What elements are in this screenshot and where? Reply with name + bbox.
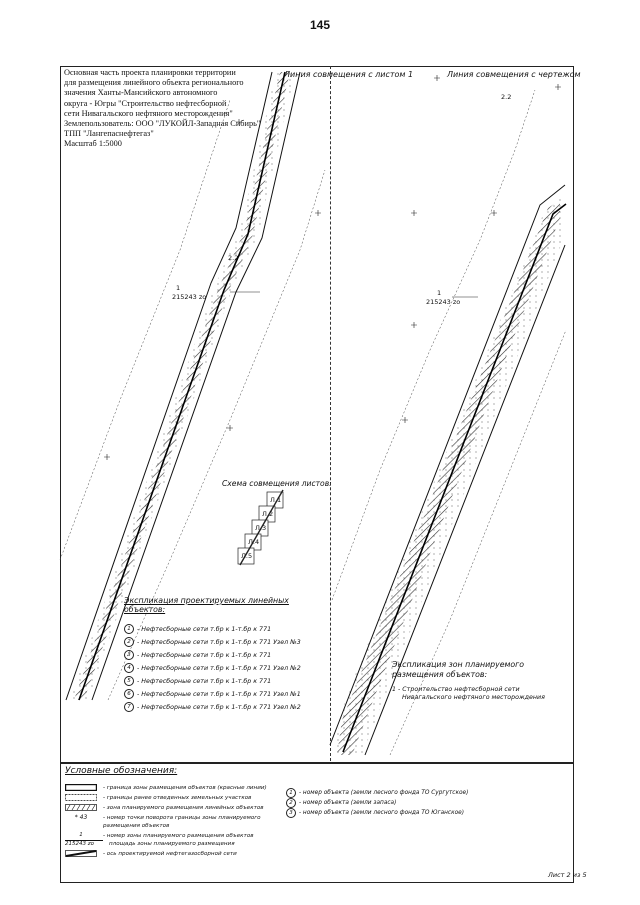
legend-object-3: 3 - номер объекта (земли лесного фонда ТО Юганское) xyxy=(286,808,464,818)
label-zone-num-left: 1 xyxy=(176,284,181,292)
legend-object-2: 2 - номер объекта (земли запаса) xyxy=(286,798,396,808)
sheet-label: Лист 2 из 5 xyxy=(548,871,587,879)
legend-item-turn-point: * 43 - номер точки поворота границы зоны планируемого xyxy=(74,814,261,821)
legend-object-1: 1 - номер объекта (земли лесного фонда ТО Сургутское) xyxy=(286,788,468,798)
scheme-sheet-5: Л.5 xyxy=(241,552,253,560)
label-area-left: 215243 zo xyxy=(172,293,207,301)
match-line-left: Линия совмещения с листом 1 xyxy=(284,70,414,79)
legend-item-planned-zone: - зона планируемого размещения линейных объектов xyxy=(65,804,264,811)
scheme-sheet-1: Л.1 xyxy=(270,496,282,504)
label-area-right: 215243 zo xyxy=(426,298,461,306)
legend-header: Условные обозначения: xyxy=(65,766,178,776)
label-zone-num-right: 1 xyxy=(437,289,442,297)
title-block: Основная часть проекта планировки территории для размещения линейного объекта регионального значения Ханты-Мансийского автономного округа - Югры "Строительство нефтесборной сети Нивагальского нефтяного месторождения" Землепользователь: ООО "ЛУКОЙЛ-Западная Сибирь" ТПП "Лангепаснефтегаз" Масштаб 1:5000 xyxy=(64,68,261,149)
legend xyxy=(60,763,574,883)
page-number: 145 xyxy=(309,18,331,32)
explication-item: 2 - Нефтесборные сети т.бр к 1-т.бр к 771 Узел №3 xyxy=(124,636,324,649)
scheme-sheet-3: Л.3 xyxy=(255,524,267,532)
scheme-title: Схема совмещения листов: xyxy=(222,479,332,488)
scheme-sheet-4: Л.4 xyxy=(248,538,260,546)
legend-item-pipeline-axis: - ось проектируемой нефтегазосборной сети xyxy=(65,850,237,857)
red-lines-symbol xyxy=(65,784,97,791)
planned-zone-symbol xyxy=(65,804,97,811)
explication-zone-item: Нивагальского нефтяного месторождения xyxy=(402,694,545,701)
legend-item-red-lines: - граница зоны размещения объектов (красные линии) xyxy=(65,784,267,791)
legend-item-zone-number: 1 - номер зоны планируемого размещения объектов xyxy=(79,832,254,839)
label-22-left: 2.2 xyxy=(228,254,239,262)
match-line-right: Линия совмещения с чертежом xyxy=(447,70,581,79)
explication-zone-item: 1 - Строительство нефтесборной сети xyxy=(392,686,520,693)
explication-item: 5 - Нефтесборные сети т.бр к 1-т.бр к 771 xyxy=(124,675,324,688)
right-corridor xyxy=(330,90,566,755)
pipeline-axis-symbol xyxy=(65,850,97,857)
explication-linear-objects xyxy=(124,596,324,714)
explication-item: 6 - Нефтесборные сети т.бр к 1-т.бр к 771 Узел №1 xyxy=(124,688,324,701)
allotted-plots-symbol xyxy=(65,794,97,801)
legend-item-allotted-plots: - границы ранее отведенных земельных участков xyxy=(65,794,251,801)
explication-item: 4 - Нефтесборные сети т.бр к 1-т.бр к 771 Узел №2 xyxy=(124,662,324,675)
explication-item: 3 - Нефтесборные сети т.бр к 1-т.бр к 771 xyxy=(124,649,324,662)
explication-item: 7 - Нефтесборные сети т.бр к 1-т.бр к 771 Узел №2 xyxy=(124,701,324,714)
explication-zones xyxy=(392,660,572,702)
legend-item-zone-area: 215243 zo площадь зоны планируемого размещения xyxy=(65,841,235,847)
label-22-right: 2.2 xyxy=(501,93,512,101)
explication-item: 1 - Нефтесборные сети т.бр к 1-т.бр к 771 xyxy=(124,623,324,636)
scheme-sheet-2: Л.2 xyxy=(262,510,274,518)
explication-linear-header: Экспликация проектируемых линейных объектов: xyxy=(124,596,289,614)
legend-item-turn-point-cont: размещения объектов xyxy=(103,823,170,829)
explication-zones-header: Экспликация зон планируемого размещения объектов: xyxy=(392,660,525,679)
